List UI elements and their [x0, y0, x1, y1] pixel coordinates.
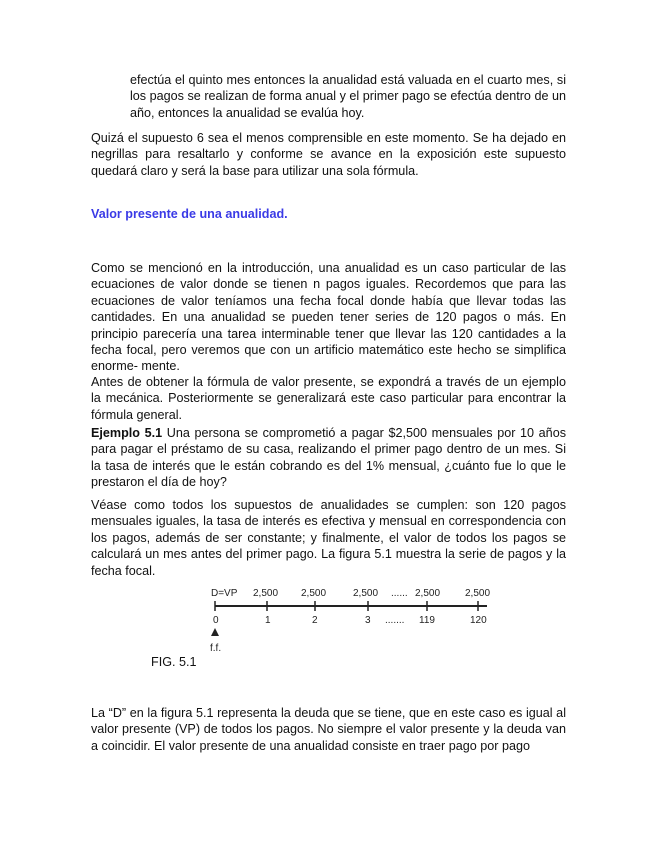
- final-paragraph: La “D” en la figura 5.1 representa la deuda que se tiene, que en este caso es igual al valor presente (VP) de todos los pagos. No siempre el valor presente y la deuda van a coincidir. El valor presente de una anualidad consiste en traer pago por pago: [91, 706, 566, 753]
- label-period-119: 119: [419, 615, 435, 626]
- vease-paragraph: Véase como todos los supuestos de anualidades se cumplen: son 120 pagos mensuales iguales, la tasa de interés es efectiva y mensual en correspondencia con los pagos, además de ser constante; y finalmente, el valor de todos los pagos se calculará un mes antes del primer pago. La figura 5.1 muestra la serie de pagos y la fecha focal.: [91, 498, 566, 578]
- section-heading: Valor presente de una anualidad.: [91, 207, 288, 221]
- label-period-120: 120: [470, 615, 487, 626]
- label-dvp: D=VP: [211, 588, 238, 599]
- label-period-0: 0: [213, 615, 219, 626]
- label-payment-2: 2,500: [301, 588, 327, 599]
- label-period-1: 1: [265, 615, 271, 626]
- label-payment-119: 2,500: [415, 588, 441, 599]
- label-payment-120: 2,500: [465, 588, 491, 599]
- supuesto-paragraph: Quizá el supuesto 6 sea el menos comprensible en este momento. Se ha dejado en negrillas para resaltarlo y conforme se avance en la exposición este supuesto quedará claro y será la base para utilizar una sola fórmula.: [91, 131, 566, 178]
- intro-paragraph: Como se mencionó en la introducción, una anualidad es un caso particular de las ecuaciones de valor donde se tienen n pagos iguales. Recordemos que para las ecuaciones de valor teníamos una fecha focal donde había que llevar todas las cantidades. En una anualidad se pueden tener series de 120 pagos o más. En principio parecería una tarea interminable tener que llevar las 120 cantidades a la fecha focal, pero veremos que con un artificio matemático este hecho se simplifica enorme- mente.: [91, 261, 566, 374]
- label-payment-3: 2,500: [353, 588, 379, 599]
- focal-arrow-icon: [211, 628, 219, 636]
- example-text: Una persona se comprometió a pagar $2,500 mensuales por 10 años para pagar el préstamo de su casa, realizando el primer pago dentro de un mes. Si la tasa de interés que le están cobrando es del 1% mensual, ¿cuánto fue lo que le prestaron el día de hoy?: [91, 426, 566, 490]
- antes-paragraph: Antes de obtener la fórmula de valor presente, se expondrá a través de un ejemplo la mecánica. Posteriormente se generalizará este caso particular para encontrar la fórmula general.: [91, 375, 566, 422]
- label-focal: f.f.: [210, 643, 222, 654]
- label-period-3: 3: [365, 615, 371, 626]
- label-bottom-dots: .......: [385, 615, 405, 626]
- example-paragraph: [91, 425, 566, 491]
- example-label: Ejemplo 5.1: [91, 426, 163, 440]
- intro-indented-paragraph: efectúa el quinto mes entonces la anualidad está valuada en el cuarto mes, si los pagos se realizan de forma anual y el primer pago se efectúa dentro de un año, entonces la anualidad se evalúa hoy.: [130, 73, 566, 120]
- timeline-figure: [205, 582, 500, 662]
- label-payment-1: 2,500: [253, 588, 279, 599]
- figure-caption: FIG. 5.1: [151, 655, 197, 669]
- label-top-dots: ......: [391, 588, 408, 599]
- label-period-2: 2: [312, 615, 318, 626]
